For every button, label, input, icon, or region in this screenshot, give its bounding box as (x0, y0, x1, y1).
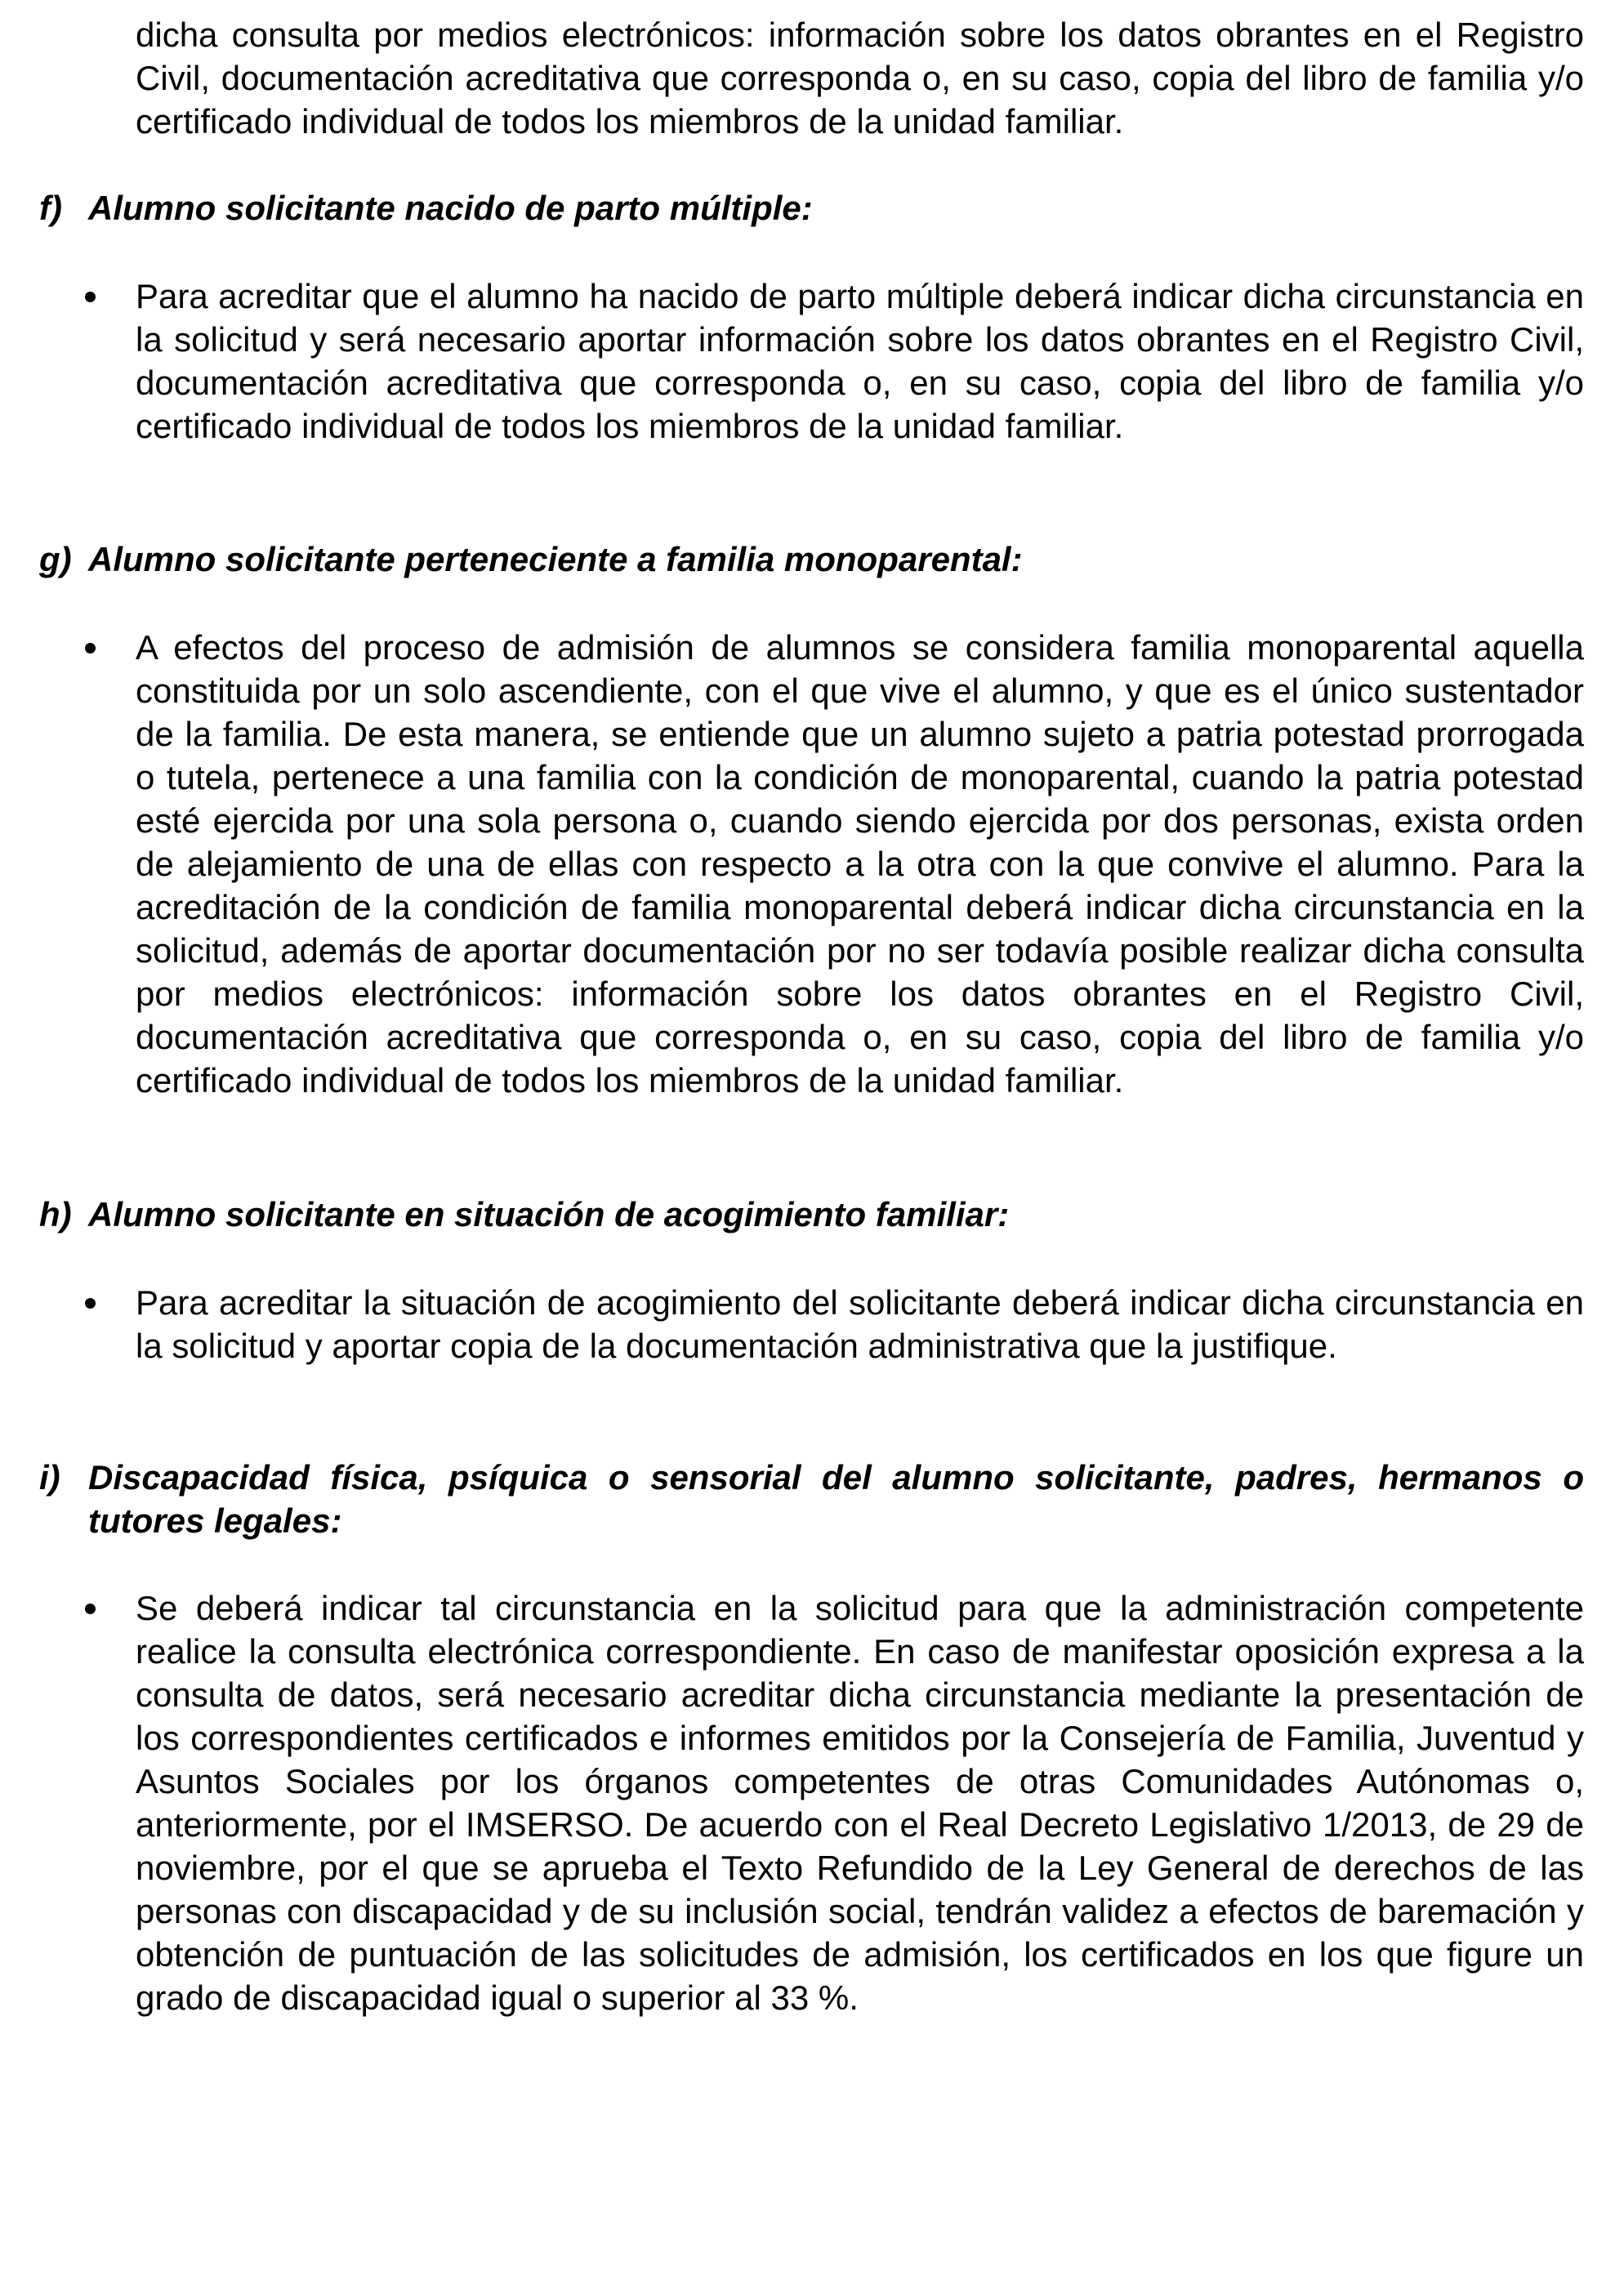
section-h-letter: h) (39, 1195, 72, 1233)
section-h-heading (39, 1193, 1584, 1236)
section-g-title: Alumno solicitante perteneciente a familia monoparental: (88, 540, 1023, 578)
section-i-bullet-text: Se deberá indicar tal circunstancia en la solicitud para que la administración competente realice la consulta electrónica correspondiente. En caso de manifestar oposición expresa a la consulta de datos, será necesario acreditar dicha circunstancia mediante la presentación de los correspondientes certificados e informes emitidos por la Consejería de Familia, Juventud y Asuntos Sociales por los órganos competentes de otras Comunidades Autónomas o, anteriormente, por el IMSERSO. De acuerdo con el Real Decreto Legislativo 1/2013, de 29 de noviembre, por el que se aprueba el Texto Refundido de la Ley General de derechos de las personas con discapacidad y de su inclusión social, tendrán validez a efectos de baremación y obtención de puntuación de las solicitudes de admisión, los certificados en los que figure un grado de discapacidad igual o superior al 33 %. (136, 1589, 1584, 2017)
section-g-bullet-item (85, 626, 1584, 1102)
section-i-bullet-item (85, 1586, 1584, 2019)
section-h-bullet-item (85, 1281, 1584, 1367)
section-f-letter: f) (39, 189, 62, 227)
bullet-icon (85, 643, 96, 654)
bullet-icon (85, 292, 96, 302)
bullet-icon (85, 1298, 96, 1309)
section-h-bullet-text: Para acreditar la situación de acogimiento del solicitante deberá indicar dicha circunstancia en la solicitud y aportar copia de la documentación administrativa que la justifique. (136, 1283, 1584, 1365)
section-h-title: Alumno solicitante en situación de acogimiento familiar: (88, 1195, 1010, 1233)
intro-paragraph: dicha consulta por medios electrónicos: información sobre los datos obrantes en el Registro Civil, documentación acreditativa que corresponda o, en su caso, copia del libro de familia y/o certificado individual de todos los miembros de la unidad familiar. (136, 16, 1584, 141)
section-f-bullet-item (85, 274, 1584, 448)
section-i-heading (39, 1456, 1584, 1542)
bullet-icon (85, 1604, 96, 1614)
section-f-bullet-text: Para acreditar que el alumno ha nacido de parto múltiple deberá indicar dicha circunstancia en la solicitud y será necesario aportar información sobre los datos obrantes en el Registro Civil, documentación acreditativa que corresponda o, en su caso, copia del libro de familia y/o certificado individual de todos los miembros de la unidad familiar. (136, 277, 1584, 445)
section-g-letter: g) (39, 540, 72, 578)
section-i-title: Discapacidad física, psíquica o sensorial del alumno solicitante, padres, hermanos o tutores legales: (88, 1458, 1584, 1540)
section-g-bullet-text: A efectos del proceso de admisión de alumnos se considera familia monoparental aquella constituida por un solo ascendiente, con el que vive el alumno, y que es el único sustentador de la familia. De esta manera, se entiende que un alumno sujeto a patria potestad prorrogada o tutela, pertenece a una familia con la condición de monoparental, cuando la patria potestad esté ejercida por una sola persona o, cuando siendo ejercida por dos personas, exista orden de alejamiento de una de ellas con respecto a la otra con la que convive el alumno. Para la acreditación de la condición de familia monoparental deberá indicar dicha circunstancia en la solicitud, además de aportar documentación por no ser todavía posible realizar dicha consulta por medios electrónicos: información sobre los datos obrantes en el Registro Civil, documentación acreditativa que corresponda o, en su caso, copia del libro de familia y/o certificado individual de todos los miembros de la unidad familiar. (136, 628, 1584, 1100)
section-i-letter: i) (39, 1458, 60, 1497)
section-f-heading (39, 186, 1584, 230)
section-f-title: Alumno solicitante nacido de parto múltiple: (88, 189, 813, 227)
section-g-heading (39, 538, 1584, 581)
